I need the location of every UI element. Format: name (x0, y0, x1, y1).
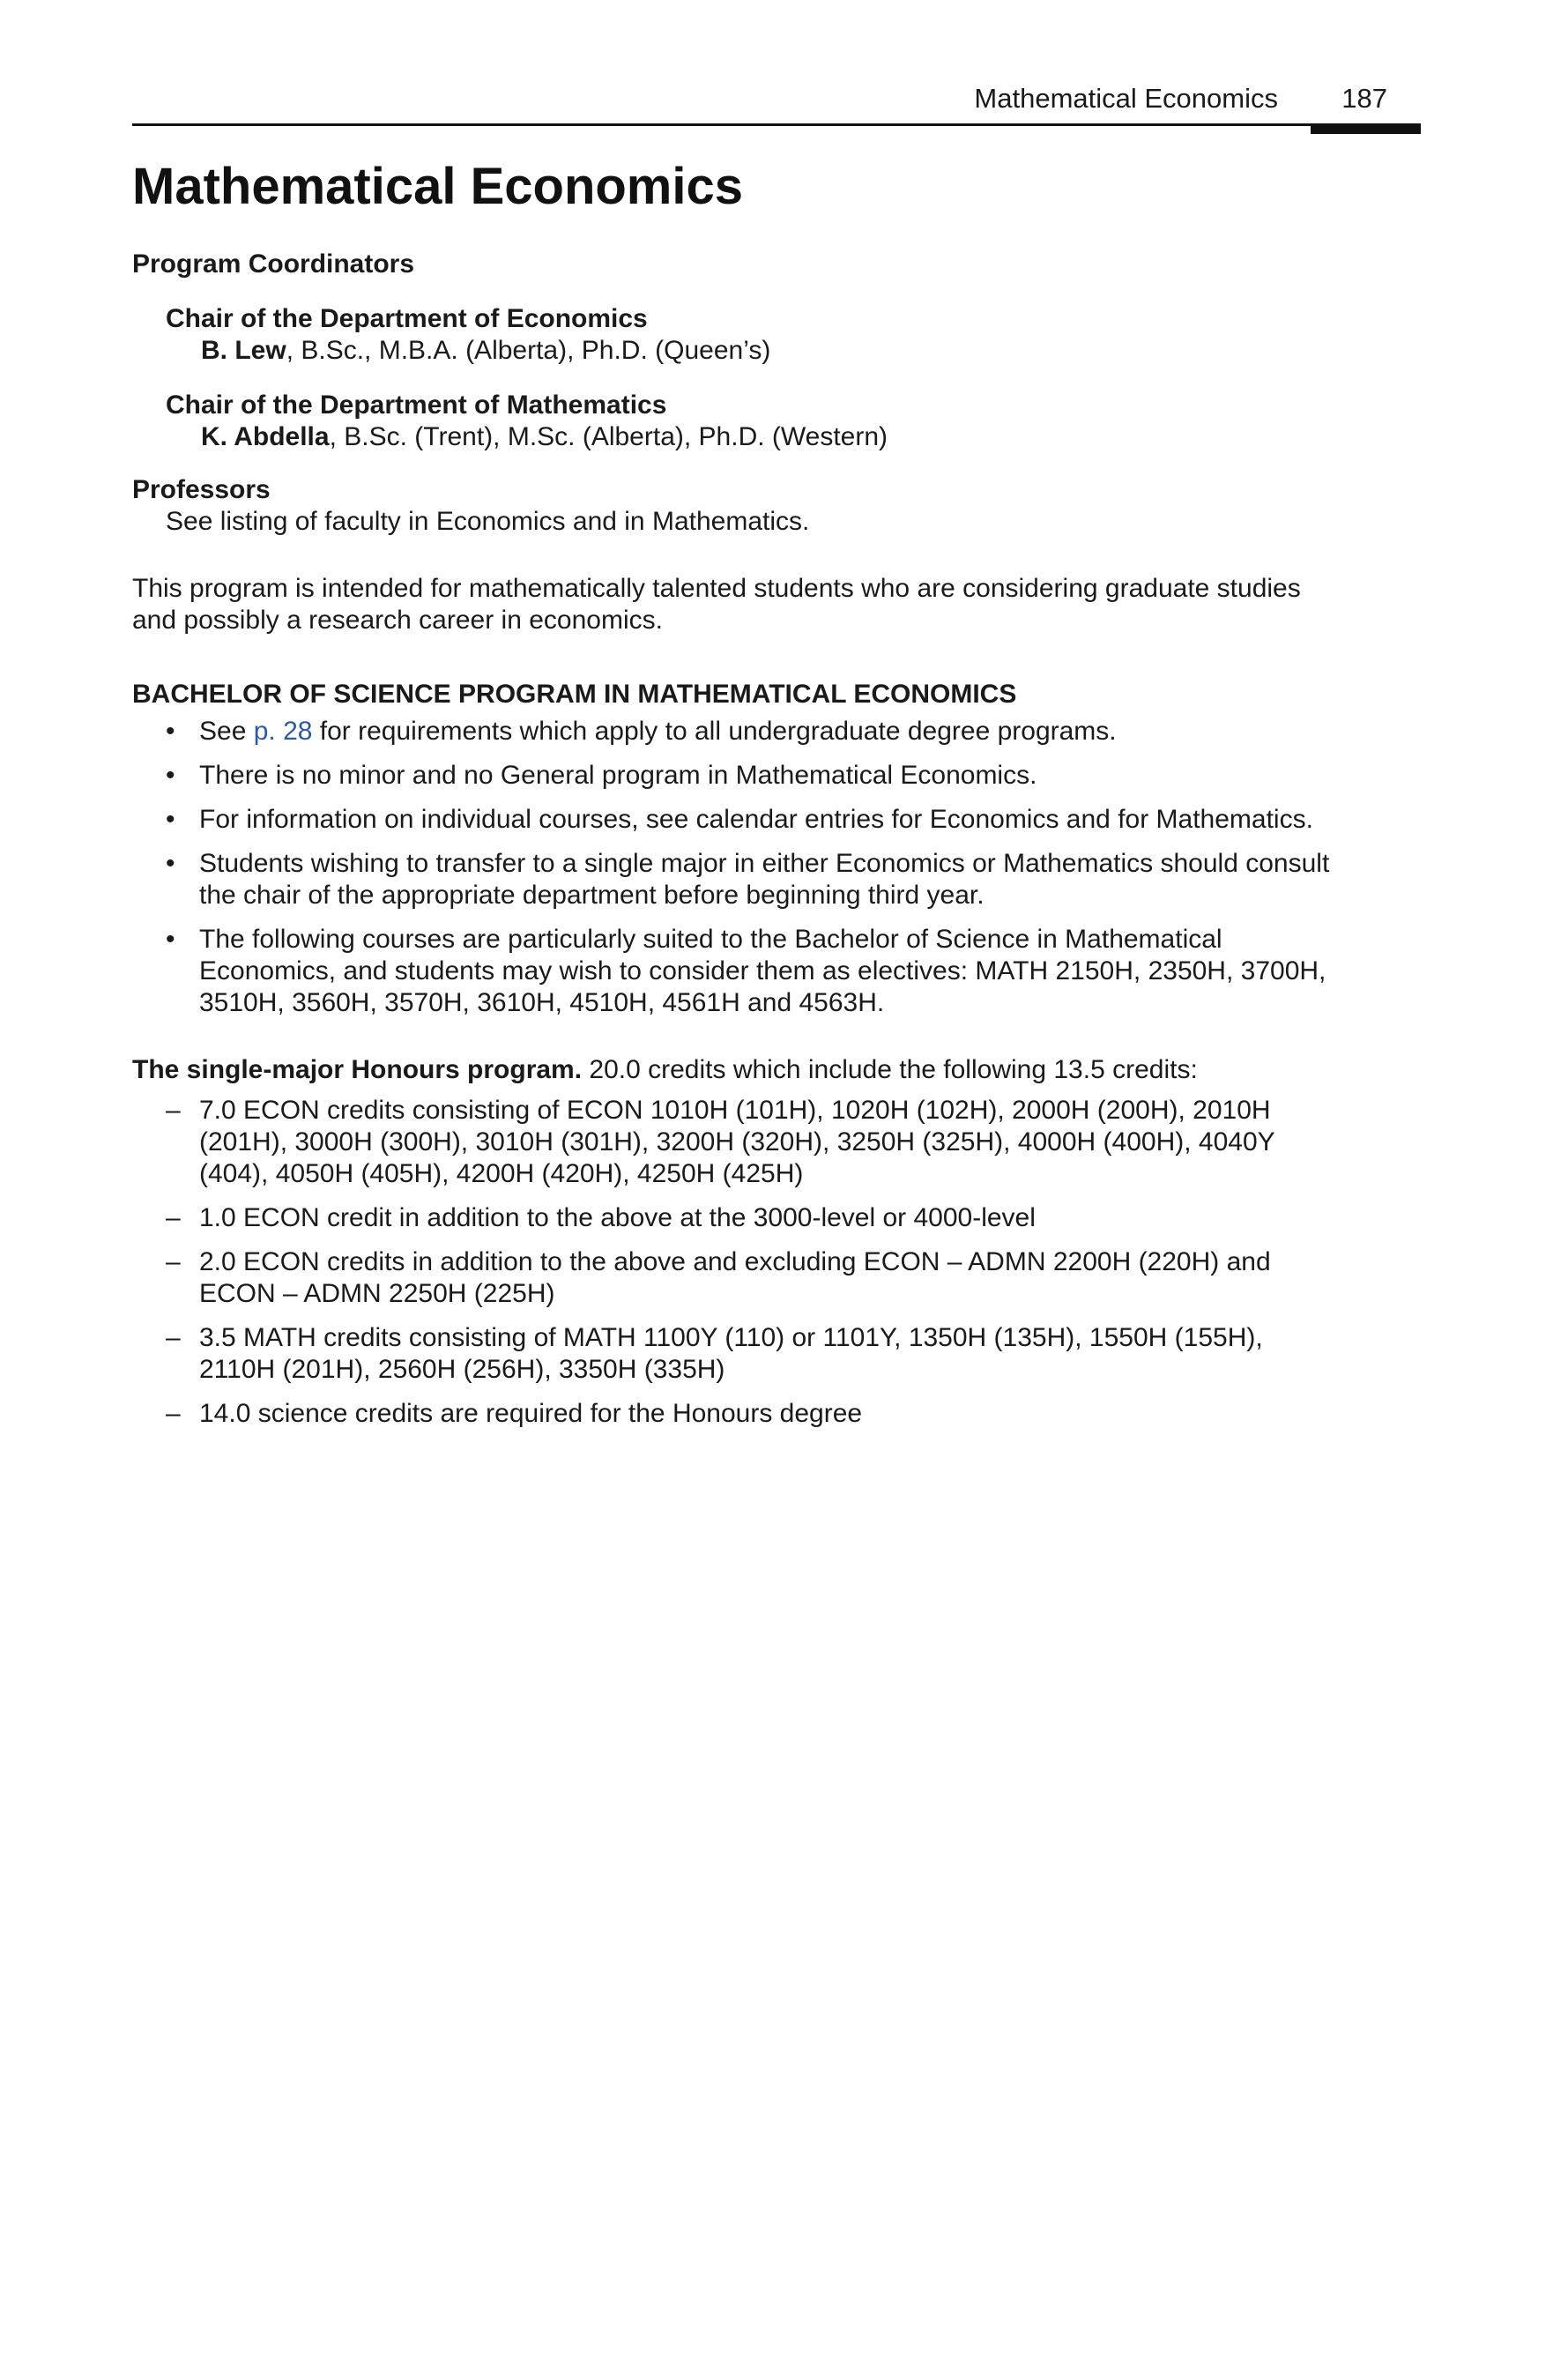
dash-text-line: (404), 4050H (405H), 4200H (420H), 4250H (425H) (199, 1159, 804, 1188)
running-header (132, 78, 1421, 126)
honours-requirements-list (132, 1095, 1421, 1430)
bullet-marker: • (166, 805, 175, 834)
bullet-text: See (199, 717, 254, 746)
page-number: 187 (1341, 83, 1387, 114)
honours-intro (132, 1054, 1421, 1086)
math-chair-name: K. Abdella (201, 422, 330, 451)
bullet-marker: • (166, 849, 175, 878)
bullet-text-line: The following courses are particularly suited to the Bachelor of Science in Mathematical (199, 925, 1222, 954)
bsc-requirements-list (132, 716, 1421, 1019)
econ-chair-credentials: , B.Sc., M.B.A. (Alberta), Ph.D. (Queen’s) (286, 336, 771, 365)
bullet-text-line: 3510H, 3560H, 3570H, 3610H, 4510H, 4561H and 4563H. (199, 988, 885, 1017)
econ-chair-title: Chair of the Department of Economics (166, 304, 648, 333)
dash-marker: – (166, 1203, 181, 1232)
math-chair-entry (132, 421, 1421, 453)
dash-marker: – (166, 1096, 181, 1125)
dash-text-line: 2110H (201H), 2560H (256H), 3350H (335H) (199, 1355, 725, 1384)
dash-marker: – (166, 1399, 181, 1428)
dash-text: 14.0 science credits are required for the Honours degree (199, 1399, 863, 1428)
list-item (132, 1322, 1421, 1386)
dash-marker: – (166, 1247, 181, 1276)
dash-text-line: 2.0 ECON credits in addition to the above and excluding ECON – ADMN 2200H (220H) and (199, 1247, 1271, 1276)
econ-chair-entry (132, 335, 1421, 367)
honours-text: 20.0 credits which include the following 13.5 credits: (582, 1055, 1198, 1084)
main-content (132, 148, 1421, 1430)
dash-text-line: 3.5 MATH credits consisting of MATH 1100Y (110) or 1101Y, 1350H (135H), 1550H (155H), (199, 1323, 1263, 1352)
intro-line-1: This program is intended for mathematically talented students who are considering graduate studies (132, 574, 1301, 603)
dash-text: 1.0 ECON credit in addition to the above at the 3000-level or 4000-level (199, 1203, 1036, 1232)
header-corner-bar (1311, 123, 1421, 134)
dash-text-line: 7.0 ECON credits consisting of ECON 1010H (101H), 1020H (102H), 2000H (200H), 2010H (199, 1096, 1271, 1125)
intro-line-2: and possibly a research career in economics. (132, 606, 663, 635)
math-chair-credentials: , B.Sc. (Trent), M.Sc. (Alberta), Ph.D. (Western) (329, 422, 888, 451)
list-item (132, 716, 1421, 747)
bullet-marker: • (166, 925, 175, 954)
list-item (132, 924, 1421, 1019)
bullet-text: for requirements which apply to all undergraduate degree programs. (312, 717, 1117, 746)
bullet-text: For information on individual courses, see calendar entries for Economics and for Mathematics. (199, 805, 1313, 834)
dash-marker: – (166, 1323, 181, 1352)
page-28-link[interactable]: p. 28 (253, 717, 313, 746)
bullet-marker: • (166, 717, 175, 746)
professors-text: See listing of faculty in Economics and in Mathematics. (166, 507, 810, 536)
math-chair-title: Chair of the Department of Mathematics (166, 390, 667, 420)
list-item (132, 1095, 1421, 1190)
bsc-heading: BACHELOR OF SCIENCE PROGRAM IN MATHEMATICAL ECONOMICS (132, 680, 1017, 709)
professors-heading: Professors (132, 475, 271, 504)
coordinators-heading: Program Coordinators (132, 249, 415, 279)
list-item (132, 804, 1421, 836)
bullet-text: There is no minor and no General program in Mathematical Economics. (199, 761, 1037, 790)
econ-chair-name: B. Lew (201, 336, 286, 365)
page-title: Mathematical Economics (132, 158, 743, 215)
bullet-text-line: the chair of the appropriate department before beginning third year. (199, 881, 985, 910)
dash-text-line: (201H), 3000H (300H), 3010H (301H), 3200H (320H), 3250H (325H), 4000H (400H), 4040Y (199, 1127, 1275, 1157)
honours-heading: The single-major Honours program. (132, 1055, 583, 1084)
running-title: Mathematical Economics (974, 83, 1278, 114)
list-item (132, 760, 1421, 792)
list-item (132, 1246, 1421, 1310)
dash-text-line: ECON – ADMN 2250H (225H) (199, 1279, 555, 1308)
bullet-text-line: Students wishing to transfer to a single major in either Economics or Mathematics should consult (199, 849, 1330, 878)
bullet-text-line: Economics, and students may wish to consider them as electives: MATH 2150H, 2350H, 3700H, (199, 956, 1326, 985)
list-item (132, 1202, 1421, 1234)
bullet-marker: • (166, 761, 175, 790)
list-item (132, 1398, 1421, 1430)
list-item (132, 848, 1421, 911)
